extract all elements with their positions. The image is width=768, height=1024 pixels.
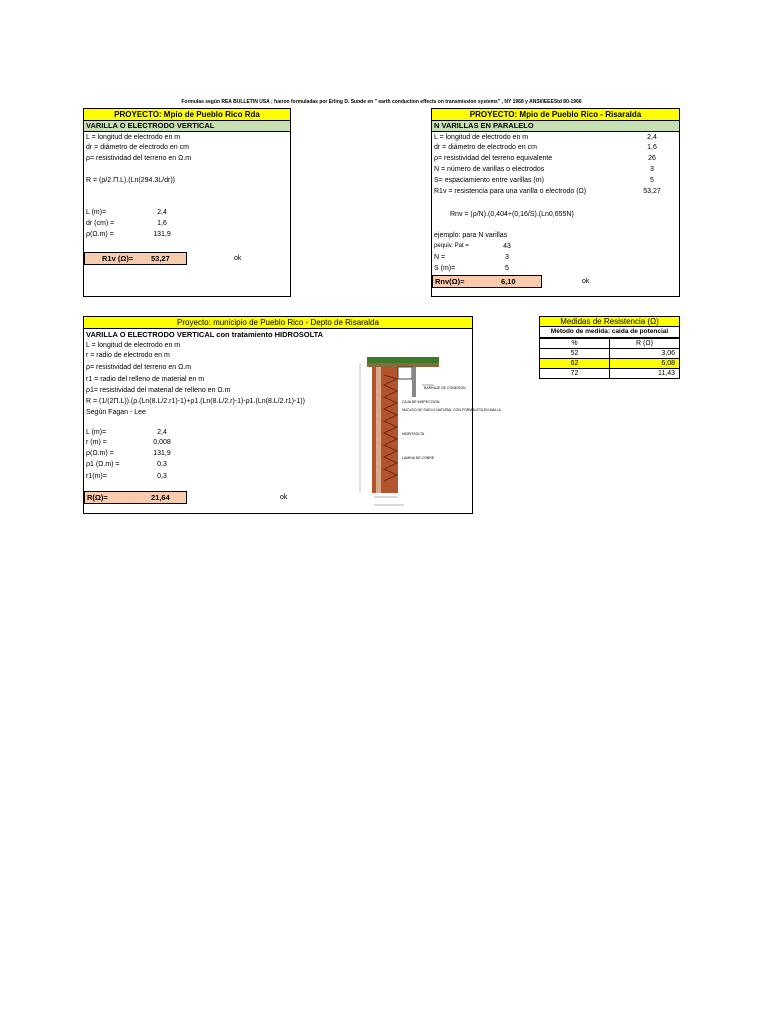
panel2-formula: Rnv = (ρ/N).(0,404+(0,16/S).(Ln0,655N) [450, 211, 574, 218]
panel3-param-label: L (m)= [86, 429, 107, 436]
table-row [540, 369, 680, 379]
table-row [540, 349, 680, 359]
panel-single-rod [83, 108, 291, 297]
diagram-label: CAJA DE INSPECCION [402, 400, 440, 404]
panel2-param-value: 43 [503, 243, 511, 250]
cell-r: 3,06 [610, 349, 680, 359]
panel3-result-value: 21,64 [151, 493, 170, 502]
panel3-param-label: ρ(Ω.m) = [86, 450, 114, 457]
panel3-param-label: r (m) = [86, 439, 107, 446]
header-note: Formulas según REA BULLETIN USA ; fueron formuladas por Erling D. Sunde en " earth conduction effects on transmission systems" , NY 1968 y ANSI/IEEEStd 80-1966 [181, 99, 582, 105]
panel1-ok: ok [234, 255, 242, 262]
panel2-row-label: L = longitud de electrodo en m [434, 134, 529, 141]
panel2-row-value: 26 [648, 155, 656, 162]
col-header-r: R (Ω) [610, 339, 680, 349]
panel3-ok: ok [280, 494, 288, 501]
diagram-label: LAMINA DE COBRE [402, 456, 435, 460]
panel2-row-value: 1,6 [647, 144, 657, 151]
panel1-result-value: 53,27 [151, 254, 170, 263]
panel2-row-label: ρ= resistividad del terreno equivalente [434, 155, 553, 162]
panel3-param-value: 0,3 [157, 461, 167, 468]
diagram-label: NUCLEO DE SUELO NATURAL CON FORMALETA EN MALLA [402, 408, 502, 412]
panel3-def: r1 = radio del relleno de material en m [86, 376, 205, 383]
panel3-subtitle: VARILLA O ELECTRODO VERTICAL con tratamiento HIDROSOLTA [86, 330, 324, 339]
panel2-ok: ok [582, 278, 590, 285]
panel3-result [84, 491, 187, 504]
panel-parallel-rods [431, 108, 680, 297]
panel2-row-value: 5 [650, 177, 654, 184]
panel2-param-label: S (m)= [434, 265, 456, 272]
measure-method: Método de medida: caida de potencial [539, 327, 680, 338]
panel2-row-label: N = número de varillas o electrodos [434, 166, 545, 173]
panel3-param-value: 131,9 [153, 450, 171, 457]
cell-r: 11,43 [610, 369, 680, 379]
panel2-example-title: ejemplo: para N varillas [434, 232, 508, 239]
panel2-param-value: 5 [505, 265, 509, 272]
panel1-def-dr: dr = diámetro de electrodo en cm [86, 144, 189, 151]
panel3-result-label: R(Ω)= [87, 493, 108, 502]
panel2-param-value: 3 [505, 254, 509, 261]
panel1-param-value: 1,6 [157, 220, 167, 227]
panel1-subtitle: VARILLA O ELECTRODO VERTICAL [84, 121, 290, 132]
panel2-row-label: dr = diámetro de electrodo en cm [434, 144, 537, 151]
panel2-param-label: ρequiv. Pat = [434, 243, 469, 249]
panel1-title: PROYECTO: Mpio de Pueblo Rico Rda [84, 109, 290, 121]
table-row [540, 359, 680, 369]
panel1-def-rho: ρ= resistividad del terreno en Ω.m [86, 155, 192, 162]
measure-title: Medidas de Resistencia (Ω) [539, 316, 680, 327]
panel1-param-value: 2,4 [157, 209, 167, 216]
panel3-param-value: 2,4 [157, 429, 167, 436]
panel2-result-value: 6,10 [501, 277, 516, 286]
diagram-label: HIDROSOLTA [402, 432, 425, 436]
panel2-result-label: Rnv(Ω)= [435, 277, 465, 286]
panel2-result [432, 275, 542, 288]
panel3-param-value: 0,3 [157, 473, 167, 480]
cell-r: 6,08 [610, 359, 680, 369]
panel3-title: Proyecto: municipio de Pueblo Rico - Depto de Risaralda [84, 317, 472, 329]
panel2-param-label: N = [434, 254, 446, 261]
panel1-result-label: R1v (Ω)= [102, 254, 134, 263]
panel1-param-label: dr (cm) = [86, 220, 115, 227]
cell-pct: 72 [540, 369, 610, 379]
panel2-row-label: R1v = resistencia para una varilla o electrodo (Ω) [434, 188, 587, 195]
panel2-row-value: 3 [650, 166, 654, 173]
grounding-diagram [352, 355, 502, 513]
cell-pct: 52 [540, 349, 610, 359]
panel2-row-label: S= espaciamiento entre varillas (m) [434, 177, 544, 184]
panel3-param-value: 0,008 [153, 439, 171, 446]
panel1-param-label: ρ(Ω.m) = [86, 231, 114, 238]
panel2-title: PROYECTO: Mpio de Pueblo Rico - Risaralda [432, 109, 679, 121]
panel1-result [84, 252, 187, 265]
panel2-subtitle: N VARILLAS EN PARALELO [432, 121, 679, 132]
col-header-pct: % [540, 339, 610, 349]
cell-pct: 62 [540, 359, 610, 369]
panel3-def: ρ1= resistividad del material de relleno en Ω.m [86, 387, 231, 394]
panel1-def-l: L = longitud de electrodo en m [86, 134, 181, 141]
panel1-formula: R = (ρ/2.Π.L).(Ln(294.3L/dr)) [86, 177, 175, 184]
measure-grid [539, 338, 680, 379]
panel3-def: ρ= resistividad del terreno en Ω.m [86, 364, 192, 371]
panel2-row-value: 53,27 [643, 188, 661, 195]
panel3-def: r = radio de electrodo en m [86, 352, 170, 359]
measurements-table [539, 316, 680, 381]
panel2-row-value: 2,4 [647, 134, 657, 141]
panel1-param-value: 131,9 [153, 231, 171, 238]
panel3-param-label: r1(m)= [86, 473, 107, 480]
panel3-param-label: ρ1 (Ω.m) = [86, 461, 120, 468]
panel3-def: L = longitud de electrodo en m [86, 342, 181, 349]
panel-hidrosolta [83, 316, 502, 514]
diagram-label: BARRAJE DE CONEXION [424, 386, 466, 390]
panel1-param-label: L (m)= [86, 209, 107, 216]
panel3-source: Según Fagan - Lee [86, 409, 146, 416]
panel3-formula: R = (1/(2Π.L)).(ρ.(Ln(8.L/2.r1)-1)+ρ1.(Ln(8.L/2.r)-1)-ρ1.(Ln(8.L/2.r1)-1)) [86, 398, 305, 405]
